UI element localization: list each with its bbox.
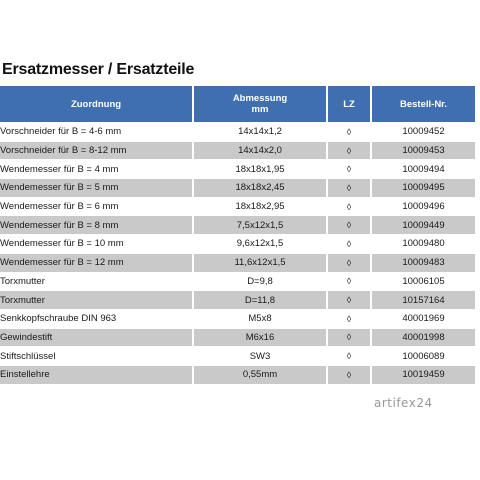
cell-zuordnung: Torxmutter bbox=[0, 272, 193, 291]
cell-bestell-nr: 40001969 bbox=[371, 309, 475, 328]
cell-abmessung: 0,55mm bbox=[193, 365, 327, 383]
cell-abmessung: M6x16 bbox=[193, 328, 327, 347]
cell-lz: ◊ bbox=[327, 272, 371, 291]
cell-abmessung: D=9,8 bbox=[193, 272, 327, 291]
cell-bestell-nr: 10009452 bbox=[371, 123, 475, 142]
cell-lz: ◊ bbox=[327, 365, 371, 383]
table-row bbox=[0, 328, 475, 347]
cell-abmessung: D=11,8 bbox=[193, 291, 327, 310]
cell-zuordnung: Stiftschlüssel bbox=[0, 347, 193, 366]
cell-bestell-nr: 10006105 bbox=[371, 272, 475, 291]
cell-bestell-nr: 10019459 bbox=[371, 365, 475, 383]
table-row bbox=[0, 179, 475, 198]
cell-abmessung: 11,6x12x1,5 bbox=[193, 253, 327, 272]
cell-zuordnung: Gewindestift bbox=[0, 328, 193, 347]
table-row bbox=[0, 141, 475, 160]
table-row bbox=[0, 216, 475, 235]
cell-zuordnung: Wendemesser für B = 4 mm bbox=[0, 160, 193, 179]
cell-bestell-nr: 10157164 bbox=[371, 291, 475, 310]
cell-lz: ◊ bbox=[327, 309, 371, 328]
cell-lz: ◊ bbox=[327, 253, 371, 272]
cell-zuordnung: Einstellehre bbox=[0, 365, 193, 383]
table-row bbox=[0, 123, 475, 142]
table-row bbox=[0, 365, 475, 383]
cell-abmessung: 14x14x1,2 bbox=[193, 123, 327, 142]
cell-zuordnung: Wendemesser für B = 12 mm bbox=[0, 253, 193, 272]
cell-zuordnung: Wendemesser für B = 5 mm bbox=[0, 179, 193, 198]
cell-zuordnung: Senkkopfschraube DIN 963 bbox=[0, 309, 193, 328]
table-row bbox=[0, 235, 475, 254]
cell-abmessung: 9,6x12x1,5 bbox=[193, 235, 327, 254]
cell-bestell-nr: 10009495 bbox=[371, 179, 475, 198]
table-row bbox=[0, 347, 475, 366]
cell-lz: ◊ bbox=[327, 291, 371, 310]
artifex24-watermark: artifex24 bbox=[374, 396, 433, 410]
cell-bestell-nr: 10009453 bbox=[371, 141, 475, 160]
cell-lz: ◊ bbox=[327, 347, 371, 366]
table-row bbox=[0, 253, 475, 272]
cell-bestell-nr: 40001998 bbox=[371, 328, 475, 347]
cell-abmessung: 14x14x2,0 bbox=[193, 141, 327, 160]
cell-abmessung: 18x18x1,95 bbox=[193, 160, 327, 179]
cell-abmessung: 18x18x2,45 bbox=[193, 179, 327, 198]
cell-lz: ◊ bbox=[327, 141, 371, 160]
cell-zuordnung: Wendemesser für B = 6 mm bbox=[0, 197, 193, 216]
cell-abmessung: SW3 bbox=[193, 347, 327, 366]
cell-bestell-nr: 10009483 bbox=[371, 253, 475, 272]
cell-abmessung: M5x8 bbox=[193, 309, 327, 328]
cell-lz: ◊ bbox=[327, 179, 371, 198]
cell-zuordnung: Torxmutter bbox=[0, 291, 193, 310]
cell-bestell-nr: 10009496 bbox=[371, 197, 475, 216]
column-header-abmessung bbox=[193, 86, 327, 123]
column-header-zuordnung: Zuordnung bbox=[0, 86, 193, 123]
column-header-bestell-nr: Bestell-Nr. bbox=[371, 86, 475, 123]
page-title: Ersatzmesser / Ersatzteile bbox=[2, 61, 195, 78]
cell-lz: ◊ bbox=[327, 235, 371, 254]
cell-lz: ◊ bbox=[327, 123, 371, 142]
cell-lz: ◊ bbox=[327, 197, 371, 216]
spare-parts-table bbox=[0, 86, 475, 384]
cell-lz: ◊ bbox=[327, 160, 371, 179]
cell-zuordnung: Wendemesser für B = 8 mm bbox=[0, 216, 193, 235]
cell-abmessung: 18x18x2,95 bbox=[193, 197, 327, 216]
cell-bestell-nr: 10009494 bbox=[371, 160, 475, 179]
column-header-abmessung-unit: mm bbox=[251, 104, 269, 115]
cell-abmessung: 7,5x12x1,5 bbox=[193, 216, 327, 235]
column-header-lz: LZ bbox=[327, 86, 371, 123]
table-row bbox=[0, 291, 475, 310]
column-header-abmessung-label: Abmessung bbox=[232, 93, 288, 104]
cell-bestell-nr: 10009449 bbox=[371, 216, 475, 235]
table-row bbox=[0, 309, 475, 328]
table-header bbox=[0, 86, 475, 123]
cell-zuordnung: Vorschneider für B = 4-6 mm bbox=[0, 123, 193, 142]
cell-lz: ◊ bbox=[327, 328, 371, 347]
cell-lz: ◊ bbox=[327, 216, 371, 235]
table-header-row bbox=[0, 86, 475, 123]
cell-bestell-nr: 10009480 bbox=[371, 235, 475, 254]
table-row bbox=[0, 197, 475, 216]
cell-zuordnung: Wendemesser für B = 10 mm bbox=[0, 235, 193, 254]
table-row bbox=[0, 272, 475, 291]
table-row bbox=[0, 160, 475, 179]
table-body bbox=[0, 123, 475, 384]
cell-zuordnung: Vorschneider für B = 8-12 mm bbox=[0, 141, 193, 160]
cell-bestell-nr: 10006089 bbox=[371, 347, 475, 366]
